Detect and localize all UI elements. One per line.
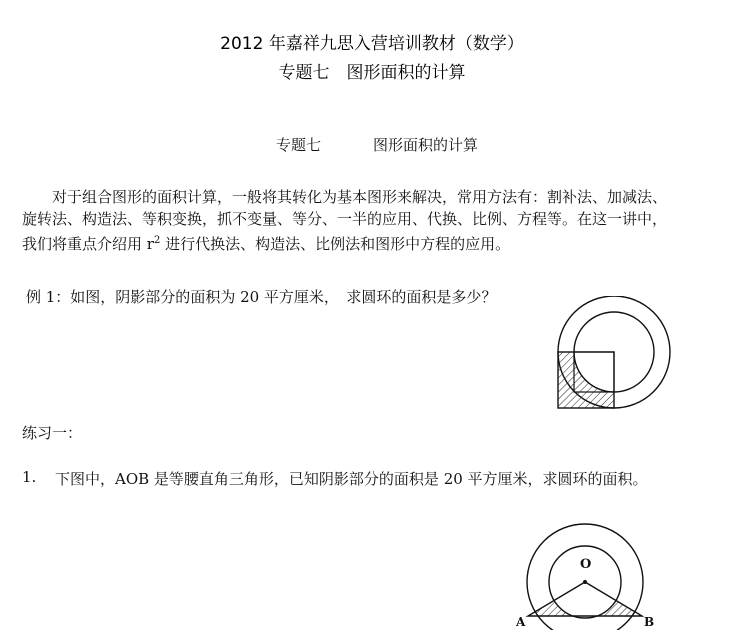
- document-subtitle: 专题七 图形面积的计算: [278, 63, 466, 83]
- label-b: B: [644, 615, 655, 629]
- label-o: O: [580, 557, 592, 572]
- example-1-question: 例 1：如图，阴影部分的面积为 20 平方厘米， 求圆环的面积是多少？: [26, 288, 497, 306]
- intro-line-3: [22, 230, 742, 255]
- section-title: 图形面积的计算: [373, 136, 479, 154]
- shaded-region: [558, 352, 614, 408]
- exercise-label: 练习一：: [22, 424, 83, 442]
- question-number: 1.: [22, 468, 37, 486]
- question-1-text: 下图中，AOB 是等腰直角三角形，已知阴影部分的面积是 20 平方厘米，求圆环的面积。: [55, 470, 648, 488]
- r-squared-exponent: 2: [153, 235, 161, 246]
- triangle-ring-figure: [510, 512, 660, 630]
- intro-line-2: 旋转法、构造法、等积变换，抓不变量、等分、一半的应用、代换、比例、方程等。在这一讲中，: [22, 210, 668, 228]
- intro-line-3-start: 我们将重点介绍用 r: [22, 235, 154, 253]
- ring-square-figure: [548, 296, 672, 412]
- label-a: A: [516, 615, 526, 629]
- shaded-region: [528, 582, 642, 616]
- intro-line-3-end: 进行代换法、构造法、比例法和图形中方程的应用。: [160, 235, 511, 253]
- intro-line-1: 对于组合图形的面积计算，一般将其转化为基本图形来解决，常用方法有：割补法、加减法、: [22, 188, 668, 206]
- center-point: [583, 580, 587, 584]
- section-number: 专题七: [276, 136, 322, 154]
- document-title: 2012 年嘉祥九思入营培训教材（数学）: [220, 34, 524, 54]
